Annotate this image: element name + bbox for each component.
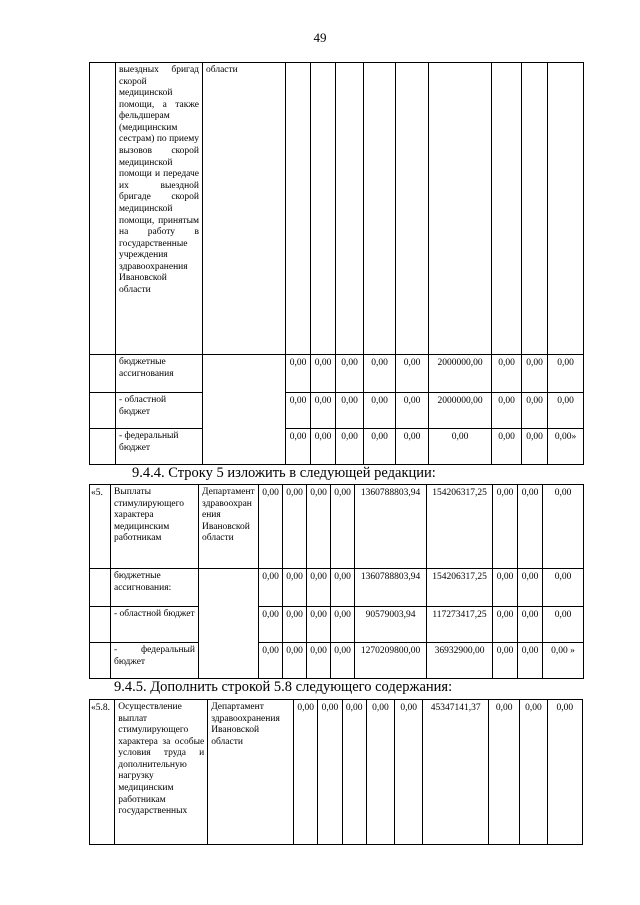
cell: 0,00 [396, 429, 429, 465]
section-heading: 9.4.4. Строку 5 изложить в следующей редакции: [132, 465, 436, 481]
cell: 0,00 [518, 485, 543, 569]
cell: 0,00 [543, 607, 584, 643]
cell: 0,00 [294, 700, 318, 845]
cell: 0,00 [548, 355, 584, 393]
cell: 0,00» [548, 429, 584, 465]
cell: 0,00 [395, 700, 423, 845]
cell: 0,00 [311, 429, 336, 465]
row-label: - областной бюджет [111, 607, 199, 643]
cell: 0,00 [259, 485, 283, 569]
table-row [90, 485, 584, 569]
row-number: «5. [90, 485, 111, 569]
executor: области [203, 63, 286, 355]
cell: 0,00 [364, 393, 396, 429]
cell: 0,00 [283, 485, 307, 569]
table-row [90, 429, 584, 465]
cell: 0,00 [286, 355, 311, 393]
cell: 0,00 [283, 569, 307, 607]
cell: 0,00 [492, 429, 522, 465]
cell: 0,00 [342, 700, 366, 845]
cell: 0,00 [396, 393, 429, 429]
activity-name: Выплаты стимулирующего характера медицинским работникам [111, 485, 199, 569]
table-row [90, 643, 584, 679]
cell: 0,00 [336, 429, 364, 465]
cell: 0,00 [396, 355, 429, 393]
row-label: бюджетные ассигнования [116, 355, 203, 393]
cell: 0,00 [518, 643, 543, 679]
page-number: 49 [313, 30, 327, 45]
cell: 0,00 [522, 355, 548, 393]
cell: 0,00 [518, 569, 543, 607]
cell: 1360788803,94 [355, 569, 427, 607]
cell: 0,00 [492, 355, 522, 393]
cell: 0,00 » [543, 643, 584, 679]
cell: 0,00 [307, 485, 331, 569]
table-row [90, 569, 584, 607]
executor: Департамент здравоохранения Ивановской области [208, 700, 294, 845]
cell: 0,00 [307, 569, 331, 607]
table-row [90, 63, 584, 355]
cell: 0,00 [493, 643, 518, 679]
cell: 0,00 [543, 569, 584, 607]
cell: 0,00 [547, 700, 582, 845]
cell: 0,00 [283, 607, 307, 643]
activity-name: выездных бригад скорой медицинской помощи, а также фельдшерам (медицинским сестрам) по приему вызовов скорой медицинской помощи и передаче их выездной бригаде скорой медицинской помощи, принятым на работу в государственные учреждения здравоохранения Ивановской области [116, 63, 203, 355]
cell: 117273417,25 [427, 607, 493, 643]
table-row [90, 393, 584, 429]
section-heading: 9.4.5. Дополнить строкой 5.8 следующего содержания: [114, 679, 453, 695]
activity-name: Осуществление выплат стимулирующего характера за особые условия труда и дополнительную нагрузку медицинским работникам государственных [115, 700, 208, 845]
row-label: - областной бюджет [116, 393, 203, 429]
cell: 0,00 [543, 485, 584, 569]
cell: 0,00 [366, 700, 394, 845]
cell: 0,00 [307, 643, 331, 679]
cell: 0,00 [520, 700, 547, 845]
table-row [90, 700, 583, 845]
table-row [90, 355, 584, 393]
cell: 2000000,00 [429, 393, 492, 429]
cell: 0,00 [336, 393, 364, 429]
row-label: - федеральный бюджет [111, 643, 199, 679]
cell: 0,00 [548, 393, 584, 429]
row-label: бюджетные ассигнования: [111, 569, 199, 607]
cell: 0,00 [286, 429, 311, 465]
cell: 0,00 [364, 355, 396, 393]
cell: 0,00 [259, 643, 283, 679]
cell: 0,00 [488, 700, 519, 845]
cell: 154206317,25 [427, 485, 493, 569]
cell: 36932900,00 [427, 643, 493, 679]
cell: 0,00 [331, 485, 355, 569]
table-continuation [89, 62, 584, 465]
cell: 0,00 [311, 355, 336, 393]
cell: 0,00 [259, 569, 283, 607]
table-row-5 [89, 484, 584, 679]
cell: 0,00 [307, 607, 331, 643]
cell: 0,00 [493, 485, 518, 569]
cell: 45347141,37 [423, 700, 489, 845]
cell: 0,00 [331, 643, 355, 679]
cell: 2000000,00 [429, 355, 492, 393]
cell: 0,00 [522, 429, 548, 465]
cell: 0,00 [331, 569, 355, 607]
cell: 154206317,25 [427, 569, 493, 607]
cell: 0,00 [493, 569, 518, 607]
row-number: «5.8. [90, 700, 115, 845]
cell: 0,00 [283, 643, 307, 679]
cell: 0,00 [259, 607, 283, 643]
cell: 0,00 [522, 393, 548, 429]
cell: 0,00 [331, 607, 355, 643]
cell: 90579003,94 [355, 607, 427, 643]
row-label: - федеральный бюджет [116, 429, 203, 465]
table-row [90, 607, 584, 643]
cell: 0,00 [493, 607, 518, 643]
table-row-5-8 [89, 699, 583, 845]
executor: Департамент здравоохранения Ивановской области [199, 485, 259, 569]
cell: 0,00 [336, 355, 364, 393]
cell: 1360788803,94 [355, 485, 427, 569]
cell: 0,00 [311, 393, 336, 429]
cell: 0,00 [286, 393, 311, 429]
cell: 1270209800,00 [355, 643, 427, 679]
cell: 0,00 [364, 429, 396, 465]
cell: 0,00 [518, 607, 543, 643]
cell: 0,00 [429, 429, 492, 465]
cell: 0,00 [492, 393, 522, 429]
cell: 0,00 [318, 700, 342, 845]
